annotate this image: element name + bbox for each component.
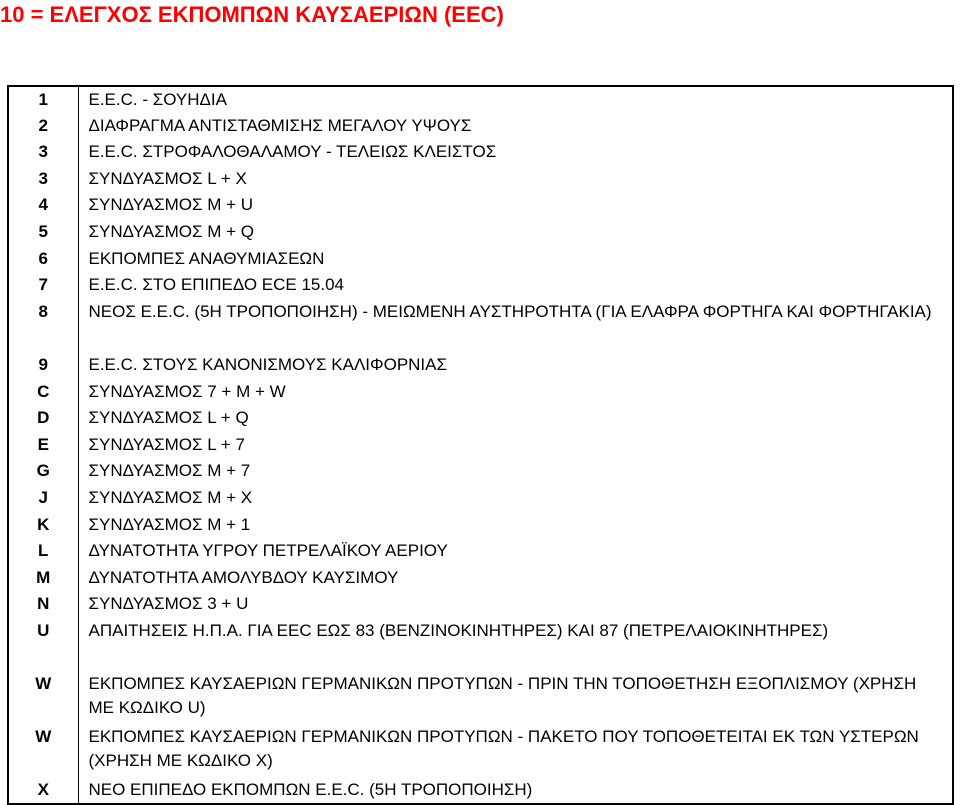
row-code: M xyxy=(8,565,78,592)
table-row xyxy=(8,724,953,777)
table-row xyxy=(8,591,953,618)
table-row xyxy=(8,139,953,166)
row-description: ΔΥΝΑΤΟΤΗΤΑ ΥΓΡΟΥ ΠΕΤΡΕΛΑΪΚΟΥ ΑΕΡΙΟΥ xyxy=(78,538,953,565)
emission-codes-table xyxy=(7,85,954,805)
table-row xyxy=(8,565,953,592)
row-description: ΝΕΟΣ E.E.C. (5Η ΤΡΟΠΟΠΟΙΗΣΗ) - ΜΕΙΩΜΕΝΗ ΑΥΣΤΗΡΟΤΗΤΑ (ΓΙΑ ΕΛΑΦΡΑ ΦΟΡΤΗΓΑ ΚΑΙ ΦΟΡΤΗΓΑΚΙΑ) xyxy=(78,299,953,352)
table-row xyxy=(8,192,953,219)
emission-codes-body xyxy=(8,86,953,804)
row-code: 1 xyxy=(8,86,78,113)
row-description: ΣΥΝΔΥΑΣΜΟΣ M + 1 xyxy=(78,512,953,539)
row-code: W xyxy=(8,671,78,724)
row-code: N xyxy=(8,591,78,618)
row-description: E.E.C. ΣΤΡΟΦΑΛΟΘΑΛΑΜΟΥ - ΤΕΛΕΙΩΣ ΚΛΕΙΣΤΟΣ xyxy=(78,139,953,166)
table-row xyxy=(8,299,953,352)
row-code: 5 xyxy=(8,219,78,246)
row-code: W xyxy=(8,724,78,777)
table-row xyxy=(8,405,953,432)
row-code: 2 xyxy=(8,113,78,140)
table-row xyxy=(8,246,953,273)
row-code: L xyxy=(8,538,78,565)
row-description: ΑΠΑΙΤΗΣΕΙΣ Η.Π.Α. ΓΙΑ EEC ΕΩΣ 83 (ΒΕΝΖΙΝΟΚΙΝΗΤΗΡΕΣ) ΚΑΙ 87 (ΠΕΤΡΕΛΑΙΟΚΙΝΗΤΗΡΕΣ) xyxy=(78,618,953,671)
row-description: ΕΚΠΟΜΠΕΣ ΑΝΑΘΥΜΙΑΣΕΩΝ xyxy=(78,246,953,273)
row-code: G xyxy=(8,458,78,485)
row-description: ΣΥΝΔΥΑΣΜΟΣ M + X xyxy=(78,485,953,512)
row-description: ΔΥΝΑΤΟΤΗΤΑ ΑΜΟΛΥΒΔΟΥ ΚΑΥΣΙΜΟΥ xyxy=(78,565,953,592)
row-description: E.E.C. ΣΤΟ ΕΠΙΠΕΔΟ ECE 15.04 xyxy=(78,272,953,299)
table-row xyxy=(8,272,953,299)
row-description: ΣΥΝΔΥΑΣΜΟΣ M + U xyxy=(78,192,953,219)
table-row xyxy=(8,512,953,539)
row-description: E.E.C. ΣΤΟΥΣ ΚΑΝΟΝΙΣΜΟΥΣ ΚΑΛΙΦΟΡΝΙΑΣ xyxy=(78,352,953,379)
row-description: ΝΕΟ ΕΠΙΠΕΔΟ ΕΚΠΟΜΠΩΝ E.E.C. (5Η ΤΡΟΠΟΠΟΙΗΣΗ) xyxy=(78,777,953,804)
row-code: 6 xyxy=(8,246,78,273)
row-code: J xyxy=(8,485,78,512)
row-description: ΔΙΑΦΡΑΓΜΑ ΑΝΤΙΣΤΑΘΜΙΣΗΣ ΜΕΓΑΛΟΥ ΥΨΟΥΣ xyxy=(78,113,953,140)
row-code: K xyxy=(8,512,78,539)
row-code: 3 xyxy=(8,139,78,166)
row-code: 9 xyxy=(8,352,78,379)
table-row xyxy=(8,113,953,140)
row-description: ΣΥΝΔΥΑΣΜΟΣ M + Q xyxy=(78,219,953,246)
table-row xyxy=(8,352,953,379)
page-title: 10 = ΕΛΕΓΧΟΣ ΕΚΠΟΜΠΩΝ ΚΑΥΣΑΕΡΙΩΝ (EEC) xyxy=(0,2,504,27)
table-row xyxy=(8,538,953,565)
table-row xyxy=(8,671,953,724)
table-row xyxy=(8,219,953,246)
table-row xyxy=(8,618,953,671)
table-row xyxy=(8,379,953,406)
row-description: ΣΥΝΔΥΑΣΜΟΣ L + Q xyxy=(78,405,953,432)
row-description: ΕΚΠΟΜΠΕΣ ΚΑΥΣΑΕΡΙΩΝ ΓΕΡΜΑΝΙΚΩΝ ΠΡΟΤΥΠΩΝ - ΠΡΙΝ ΤΗΝ ΤΟΠΟΘΕΤΗΣΗ ΕΞΟΠΛΙΣΜΟΥ (ΧΡΗΣΗ ΜΕ ΚΩΔΙΚΟ U) xyxy=(78,671,953,724)
row-code: 8 xyxy=(8,299,78,352)
table-row xyxy=(8,166,953,193)
row-code: 3 xyxy=(8,166,78,193)
row-description: ΣΥΝΔΥΑΣΜΟΣ L + 7 xyxy=(78,432,953,459)
row-code: 4 xyxy=(8,192,78,219)
row-description: ΕΚΠΟΜΠΕΣ ΚΑΥΣΑΕΡΙΩΝ ΓΕΡΜΑΝΙΚΩΝ ΠΡΟΤΥΠΩΝ - ΠΑΚΕΤΟ ΠΟΥ ΤΟΠΟΘΕΤΕΙΤΑΙ ΕΚ ΤΩΝ ΥΣΤΕΡΩΝ (ΧΡΗΣΗ ΜΕ ΚΩΔΙΚΟ X) xyxy=(78,724,953,777)
row-description: ΣΥΝΔΥΑΣΜΟΣ 7 + M + W xyxy=(78,379,953,406)
row-code: E xyxy=(8,432,78,459)
row-code: C xyxy=(8,379,78,406)
row-description: ΣΥΝΔΥΑΣΜΟΣ M + 7 xyxy=(78,458,953,485)
row-code: X xyxy=(8,777,78,804)
row-description: ΣΥΝΔΥΑΣΜΟΣ 3 + U xyxy=(78,591,953,618)
row-code: D xyxy=(8,405,78,432)
row-description: ΣΥΝΔΥΑΣΜΟΣ L + X xyxy=(78,166,953,193)
row-code: U xyxy=(8,618,78,671)
table-row xyxy=(8,86,953,113)
table-row xyxy=(8,458,953,485)
table-row xyxy=(8,432,953,459)
table-row xyxy=(8,485,953,512)
row-code: 7 xyxy=(8,272,78,299)
row-description: E.E.C. - ΣΟΥΗΔΙΑ xyxy=(78,86,953,113)
